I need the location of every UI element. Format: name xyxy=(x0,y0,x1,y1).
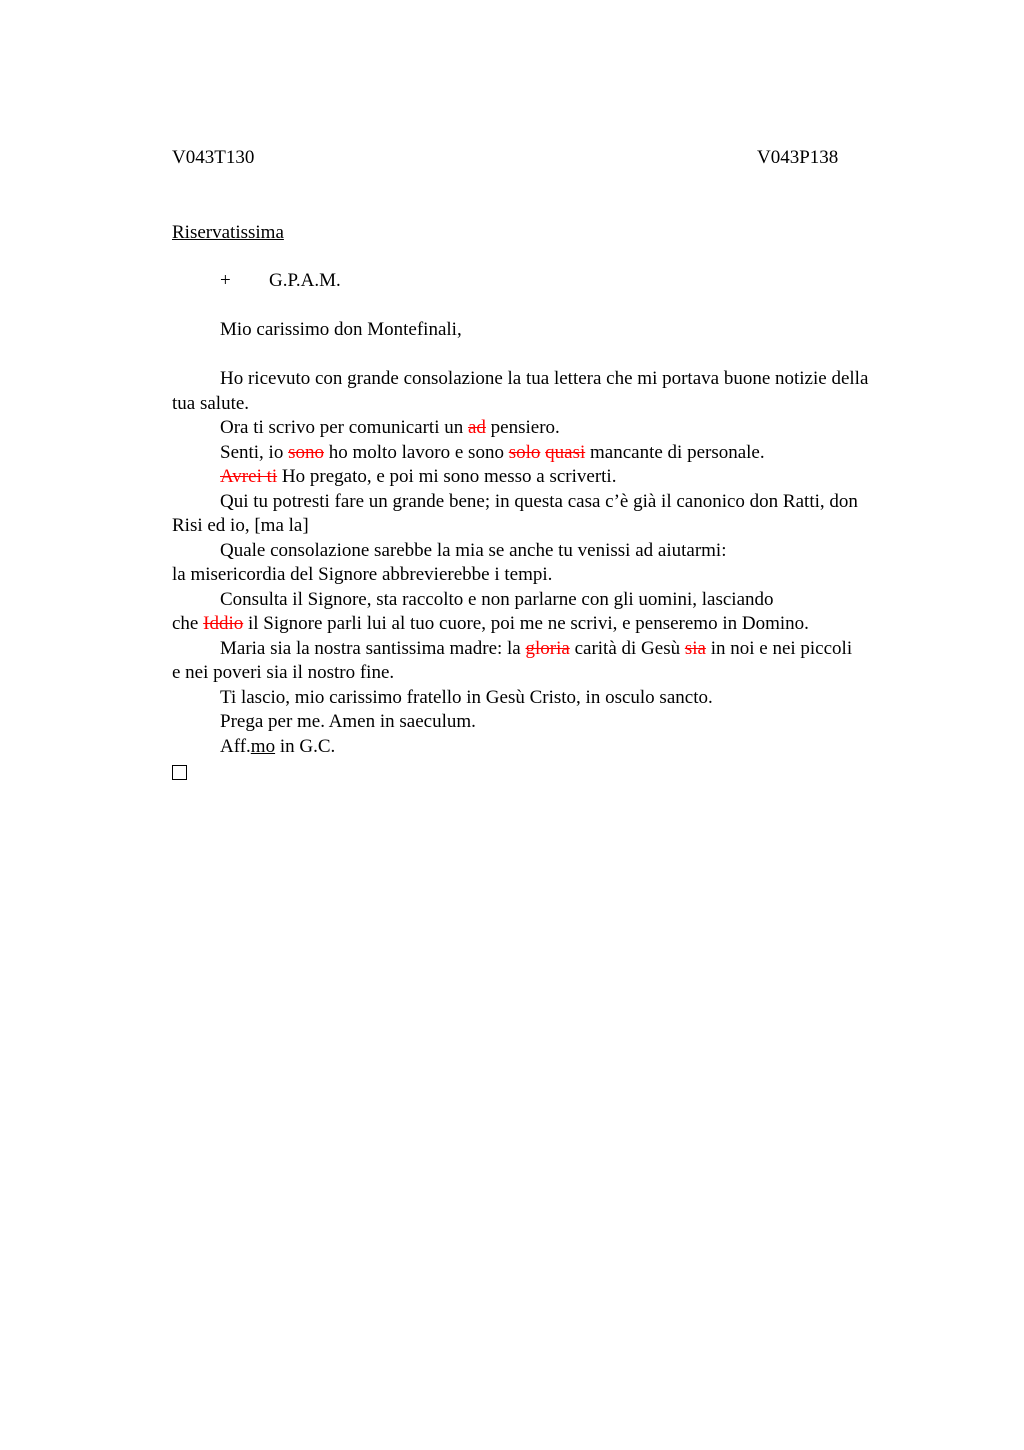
end-marker-line xyxy=(172,759,892,788)
deleted-word: Avrei ti xyxy=(220,466,278,487)
text-run: in G.C. xyxy=(275,735,336,757)
empty-box-icon xyxy=(172,765,187,780)
paragraph-3 xyxy=(172,441,892,466)
text-run: il Signore parli lui al tuo cuore, poi me ne scrivi, e penseremo in Domino. xyxy=(243,613,809,634)
deleted-word: sia xyxy=(684,637,706,659)
document-code-right: V043P138 xyxy=(757,147,839,168)
text-run: in noi e nei piccoli xyxy=(705,637,853,659)
paragraph-6 xyxy=(172,539,892,564)
salutation: Mio carissimo don Montefinali, xyxy=(220,319,462,340)
text-run: Ti lascio, mio carissimo fratello in Gesù Cristo, in osculo sancto. xyxy=(220,686,713,708)
text-run: Quale consolazione sarebbe la mia se anche tu venissi ad aiutarmi: xyxy=(220,539,727,561)
text-run: Ora ti scrivo per comunicarti un xyxy=(220,417,468,438)
text-run: Maria sia la nostra santissima madre: la xyxy=(220,637,526,659)
deleted-word: gloria xyxy=(525,637,570,659)
paragraph-1-text: Ho ricevuto con grande consolazione la tua lettera che mi portava buone notizie della tua salute. xyxy=(172,368,869,414)
text-run: Consulta il Signore, sta raccolto e non parlarne con gli uomini, lasciando xyxy=(220,588,774,610)
deleted-word: ad xyxy=(467,417,486,438)
paragraph-11 xyxy=(172,661,892,686)
text-run: e nei poveri sia il nostro fine. xyxy=(172,662,395,683)
invocation-line xyxy=(220,270,341,292)
text-run: carità di Gesù xyxy=(569,637,685,659)
deleted-word: sono xyxy=(288,441,324,463)
deleted-word: Iddio xyxy=(203,613,244,634)
text-run: Prega per me. Amen in saeculum. xyxy=(220,711,476,732)
deleted-word: solo xyxy=(508,441,541,463)
invocation-text: G.P.A.M. xyxy=(269,270,341,291)
paragraph-13 xyxy=(172,710,892,735)
paragraph-9 xyxy=(172,612,892,637)
text-run: Senti, io xyxy=(220,441,289,463)
paragraph-4 xyxy=(172,465,892,490)
paragraph-7 xyxy=(172,563,892,588)
paragraph-5 xyxy=(172,490,892,539)
confidential-heading: Riservatissima xyxy=(172,222,284,243)
text-run: mancante di personale. xyxy=(585,441,765,463)
signature-line xyxy=(172,735,892,760)
text-run: Ho pregato, e poi mi sono messo a scriverti. xyxy=(277,466,617,487)
paragraph-12 xyxy=(172,686,892,711)
text-run: pensiero. xyxy=(485,417,560,438)
paragraph-10 xyxy=(172,637,892,662)
paragraph-2 xyxy=(172,416,892,441)
text-run: Qui tu potresti fare un grande bene; in questa casa c’è già il canonico don Ratti, don Risi ed io, [ma la] xyxy=(172,490,858,536)
text-run: ho molto lavoro e sono xyxy=(324,441,509,463)
text-run: Aff. xyxy=(220,735,251,757)
underlined-abbreviation: mo xyxy=(250,735,276,757)
text-run: che xyxy=(172,613,204,634)
text-run: la misericordia del Signore abbrevierebbe i tempi. xyxy=(172,564,553,585)
document-code-left: V043T130 xyxy=(172,147,255,168)
deleted-word: quasi xyxy=(545,441,586,463)
paragraph-8 xyxy=(172,588,892,613)
letter-body xyxy=(172,367,892,788)
cross-symbol: + xyxy=(220,270,231,291)
paragraph-1 xyxy=(172,367,892,416)
